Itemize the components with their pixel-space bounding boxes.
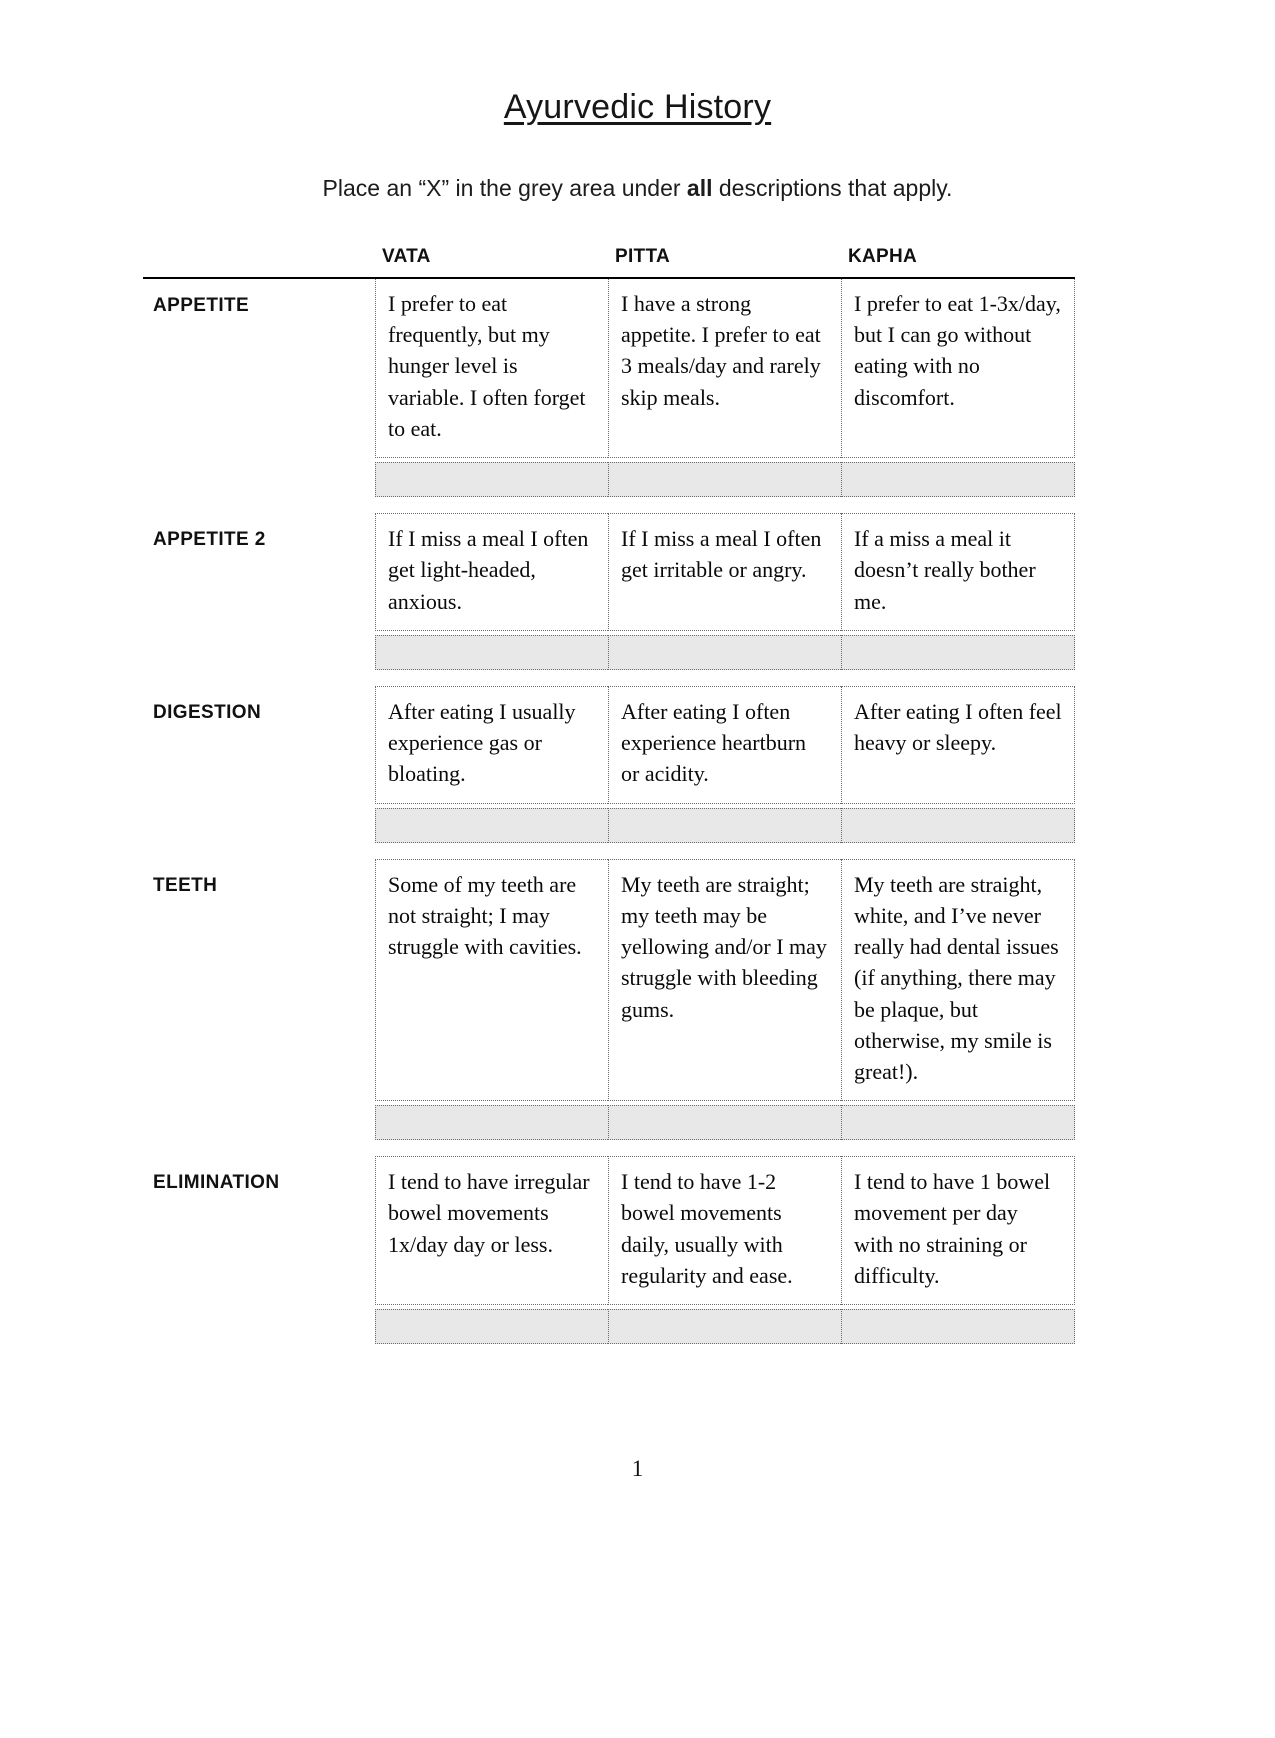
- answer-row-spacer: [143, 808, 375, 843]
- appetite-2-vata-answer-area[interactable]: [375, 635, 608, 670]
- answer-row: [143, 635, 1075, 670]
- row-group-appetite-2: [143, 513, 1075, 670]
- row-label-appetite-2: APPETITE 2: [153, 529, 266, 551]
- teeth-vata-answer-area[interactable]: [375, 1105, 608, 1140]
- row-label-teeth: TEETH: [153, 874, 218, 896]
- description-row: [143, 686, 1075, 804]
- elimination-vata-answer-area[interactable]: [375, 1309, 608, 1344]
- appetite-2-kapha-cell: If a miss a meal it doesn’t really bother me.: [841, 513, 1075, 631]
- digestion-pitta-cell: After eating I often experience heartburn or acidity.: [608, 686, 841, 804]
- row-group-digestion: [143, 686, 1075, 843]
- teeth-pitta-cell: My teeth are straight; my teeth may be yellowing and/or I may struggle with bleeding gums.: [608, 859, 841, 1102]
- answer-row: [143, 1309, 1075, 1344]
- teeth-vata-cell: Some of my teeth are not straight; I may struggle with cavities.: [375, 859, 608, 1102]
- appetite-2-vata-cell: If I miss a meal I often get light-headed, anxious.: [375, 513, 608, 631]
- instruction-suffix: descriptions that apply.: [712, 175, 953, 201]
- description-row: [143, 859, 1075, 1102]
- row-group-teeth: [143, 859, 1075, 1141]
- elimination-pitta-answer-area[interactable]: [608, 1309, 841, 1344]
- appetite-pitta-answer-area[interactable]: [608, 462, 841, 497]
- teeth-kapha-answer-area[interactable]: [841, 1105, 1075, 1140]
- column-header-pitta: PITTA: [615, 246, 670, 267]
- digestion-vata-cell: After eating I usually experience gas or bloating.: [375, 686, 608, 804]
- answer-row-spacer: [143, 1309, 375, 1344]
- row-label-digestion: DIGESTION: [153, 701, 262, 723]
- column-header-kapha: KAPHA: [848, 246, 918, 267]
- instruction-line: [0, 175, 1275, 202]
- digestion-kapha-cell: After eating I often feel heavy or sleepy.: [841, 686, 1075, 804]
- appetite-2-pitta-answer-area[interactable]: [608, 635, 841, 670]
- description-row: [143, 1156, 1075, 1305]
- elimination-vata-cell: I tend to have irregular bowel movements 1x/day day or less.: [375, 1156, 608, 1305]
- teeth-pitta-answer-area[interactable]: [608, 1105, 841, 1140]
- answer-row: [143, 462, 1075, 497]
- row-group-elimination: [143, 1156, 1075, 1344]
- column-header-vata: VATA: [382, 246, 431, 267]
- instruction-prefix: Place an “X” in the grey area under: [322, 175, 687, 201]
- dosha-table: [143, 246, 1075, 1344]
- appetite-kapha-cell: I prefer to eat 1-3x/day, but I can go without eating with no discomfort.: [841, 279, 1075, 458]
- elimination-kapha-cell: I tend to have 1 bowel movement per day with no straining or difficulty.: [841, 1156, 1075, 1305]
- description-row: [143, 279, 1075, 458]
- row-label-appetite: APPETITE: [153, 295, 250, 316]
- appetite-2-kapha-answer-area[interactable]: [841, 635, 1075, 670]
- document-page: [0, 88, 1275, 1738]
- answer-row: [143, 808, 1075, 843]
- elimination-pitta-cell: I tend to have 1-2 bowel movements daily, usually with regularity and ease.: [608, 1156, 841, 1305]
- description-row: [143, 513, 1075, 631]
- elimination-kapha-answer-area[interactable]: [841, 1309, 1075, 1344]
- appetite-vata-cell: I prefer to eat frequently, but my hunger level is variable. I often forget to eat.: [375, 279, 608, 458]
- digestion-vata-answer-area[interactable]: [375, 808, 608, 843]
- column-header-row: [143, 246, 1075, 268]
- answer-row-spacer: [143, 462, 375, 497]
- instruction-bold-word: all: [686, 175, 713, 201]
- answer-row: [143, 1105, 1075, 1140]
- appetite-pitta-cell: I have a strong appetite. I prefer to eat 3 meals/day and rarely skip meals.: [608, 279, 841, 458]
- appetite-kapha-answer-area[interactable]: [841, 462, 1075, 497]
- row-label-elimination: ELIMINATION: [153, 1172, 280, 1194]
- row-group-appetite: [143, 279, 1075, 497]
- page-number: 1: [631, 1456, 644, 1482]
- appetite-vata-answer-area[interactable]: [375, 462, 608, 497]
- digestion-kapha-answer-area[interactable]: [841, 808, 1075, 843]
- answer-row-spacer: [143, 1105, 375, 1140]
- appetite-2-pitta-cell: If I miss a meal I often get irritable or angry.: [608, 513, 841, 631]
- digestion-pitta-answer-area[interactable]: [608, 808, 841, 843]
- page-title: Ayurvedic History: [503, 88, 772, 126]
- answer-row-spacer: [143, 635, 375, 670]
- header-spacer: [143, 246, 375, 268]
- teeth-kapha-cell: My teeth are straight, white, and I’ve never really had dental issues (if anything, there may be plaque, but otherwise, my smile is great!).: [841, 859, 1075, 1102]
